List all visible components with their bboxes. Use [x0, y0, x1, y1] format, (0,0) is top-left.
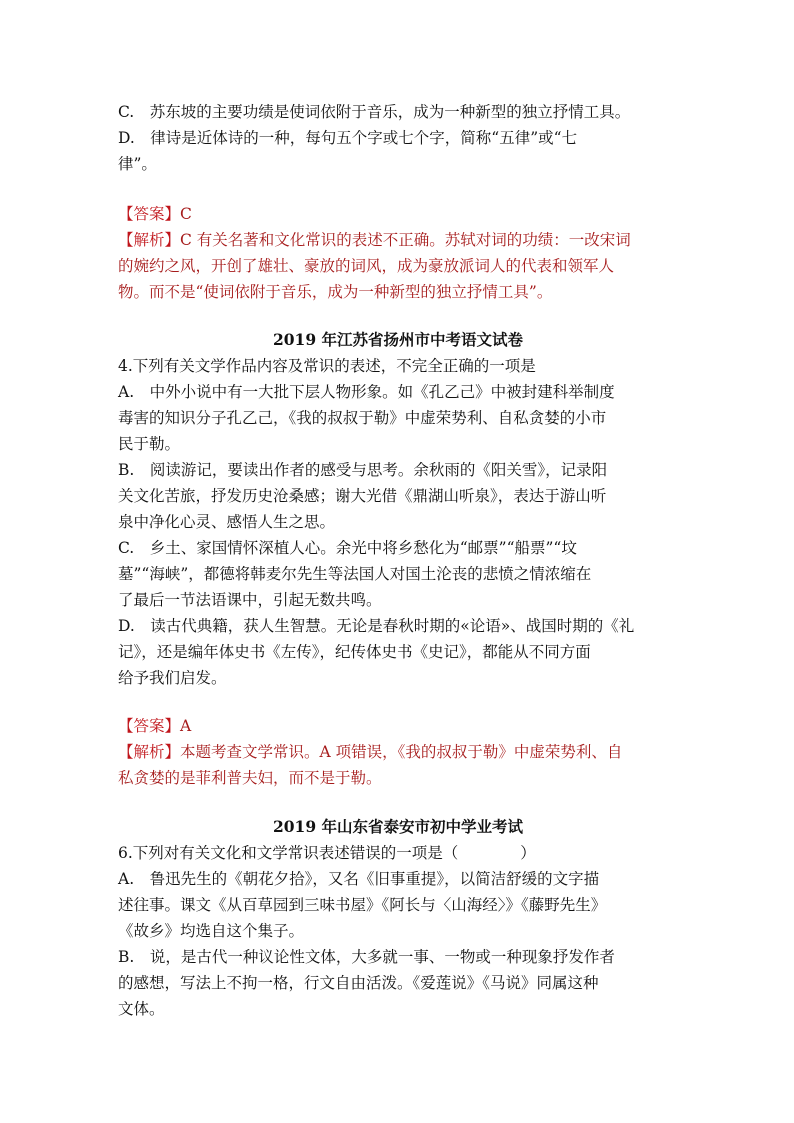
analysis-line [118, 227, 631, 253]
analysis-text: C 有关名著和文化常识的表述不正确。苏轼对词的功绩：一改宋词 [180, 231, 631, 249]
section-heading: 2019 年江苏省扬州市中考语文试卷 [272, 330, 524, 349]
option-c-cont: 墓”“海峡”，都德将韩麦尔先生等法国人对国土沦丧的悲愤之情浓缩在 [118, 565, 592, 583]
answer-label: 【答案】 [118, 205, 181, 223]
option-b: B. 阅读游记，要读出作者的感受与思考。余秋雨的《阳关雪》，记录阳 [118, 461, 608, 479]
answer-value: C [180, 205, 192, 223]
option-c: C. 乡土、家国情怀深植人心。余光中将乡愁化为“邮票”“船票”“坟 [118, 539, 577, 557]
question-stem: 4.下列有关文学作品内容及常识的表述，不完全正确的一项是 [118, 357, 536, 375]
option-b: B. 说，是古代一种议论性文体，大多就一事、一物或一种现象抒发作者 [118, 948, 615, 966]
section-heading: 2019 年山东省泰安市初中学业考试 [272, 817, 524, 836]
option-b-cont: 泉中净化心灵、感悟人生之思。 [118, 513, 336, 531]
option-a-cont: 毒害的知识分子孔乙己，《我的叔叔于勒》中虚荣势利、自私贪婪的小市 [118, 409, 607, 427]
analysis-text: 本题考查文学常识。A 项错误，《我的叔叔于勒》中虚荣势利、自 [180, 743, 623, 761]
option-b-cont: 文体。 [118, 1000, 165, 1018]
option-d-cont: 记》，还是编年体史书《左传》，纪传体史书《史记》，都能从不同方面 [118, 643, 591, 661]
answer-line [118, 713, 191, 739]
answer-value: A [180, 717, 192, 735]
option-a-cont: 民于勒。 [118, 435, 181, 453]
option-d-cont: 给予我们启发。 [118, 669, 227, 687]
analysis-text: 的婉约之风，开创了雄壮、豪放的词风，成为豪放派词人的代表和领军人 [118, 257, 615, 275]
analysis-label: 【解析】 [118, 743, 181, 761]
analysis-text: 物。而不是“使词依附于音乐，成为一种新型的独立抒情工具”。 [118, 283, 553, 301]
answer-label: 【答案】 [118, 717, 181, 735]
analysis-line [118, 739, 622, 765]
option-d: D. 律诗是近体诗的一种，每句五个字或七个字，简称“五律”或“七 [118, 129, 578, 147]
question-stem: 6.下列对有关文化和文学常识表述错误的一项是（ ） [118, 844, 536, 862]
option-a-cont: 述往事。课文《从百草园到三味书屋》《阿长与〈山海经〉》《藤野先生》 [118, 896, 607, 914]
option-c: C. 苏东坡的主要功绩是使词依附于音乐，成为一种新型的独立抒情工具。 [118, 103, 631, 121]
option-b-cont: 关文化苦旅，抒发历史沧桑感；谢大光借《鼎湖山听泉》，表达于游山听 [118, 487, 607, 505]
option-d: D. 读古代典籍，获人生智慧。无论是春秋时期的«论语»、战国时期的《礼 [118, 617, 635, 635]
answer-line [118, 201, 192, 227]
option-a: A. 中外小说中有一大批下层人物形象。如《孔乙己》中被封建科举制度 [118, 383, 615, 401]
option-c-cont: 了最后一节法语课中，引起无数共鸣。 [118, 591, 382, 609]
option-a-cont: 《故乡》均选自这个集子。 [118, 922, 305, 940]
option-d-cont: 律”。 [118, 155, 157, 173]
analysis-label: 【解析】 [118, 231, 181, 249]
option-a: A. 鲁迅先生的《朝花夕拾》，又名《旧事重提》，以简洁舒缓的文字描 [118, 870, 600, 888]
analysis-text: 私贪婪的是菲利普夫妇，而不是于勒。 [118, 769, 382, 787]
option-b-cont: 的感想，写法上不拘一格，行文自由活泼。《爱莲说》《马说》同属这种 [118, 974, 599, 992]
